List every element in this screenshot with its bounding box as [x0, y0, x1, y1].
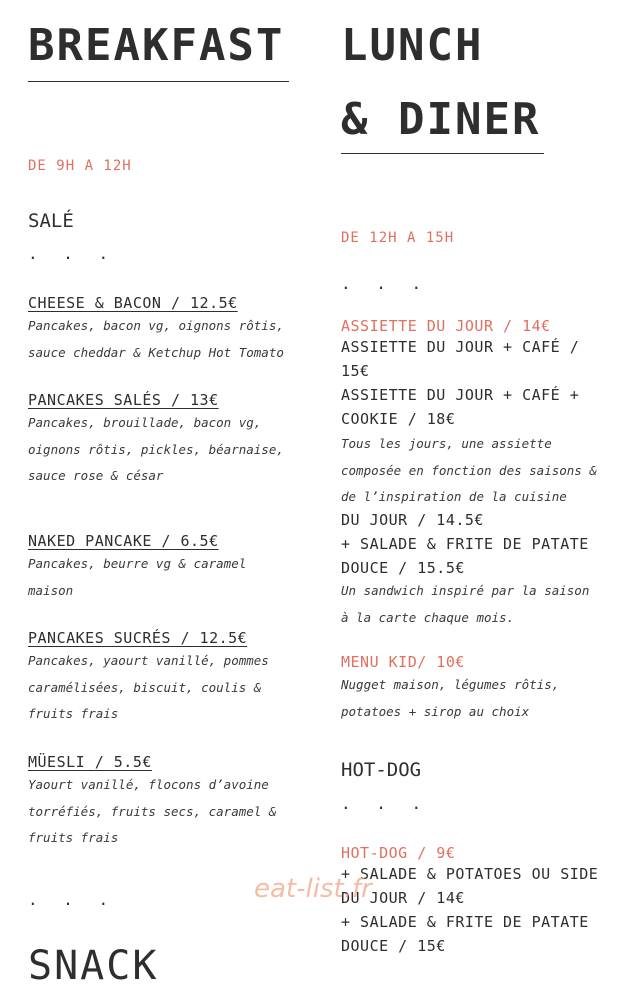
item-title: PANCAKES SUCRÉS / 12.5€	[28, 629, 248, 647]
item-title: CHEESE & BACON / 12.5€	[28, 294, 238, 312]
item-desc: Pancakes, brouillade, bacon vg, oignons rôtis, pickles, béarnaise, sauce rose & césar	[28, 415, 284, 483]
menu-item	[28, 532, 318, 604]
kid-title: MENU KID/ 10€	[341, 653, 465, 671]
lunch-dots: . . .	[341, 274, 430, 293]
item-desc: Pancakes, bacon vg, oignons rôtis, sauce cheddar & Ketchup Hot Tomato	[28, 318, 284, 360]
kid-desc: Nugget maison, légumes rôtis, potatoes + sirop au choix	[341, 677, 560, 719]
menu-kid	[341, 653, 626, 725]
hotdog-options: + SALADE & POTATOES OU SIDE DU JOUR / 14€ + SALADE & FRITE DE PATATE DOUCE / 15€	[341, 865, 599, 955]
snack-title-partial: SNACK	[28, 943, 159, 989]
item-title: NAKED PANCAKE / 6.5€	[28, 532, 219, 550]
breakfast-title-rule	[28, 81, 289, 82]
item-desc: Pancakes, beurre vg & caramel maison	[28, 556, 247, 598]
hotdog-title: HOT-DOG / 9€	[341, 844, 456, 862]
hotdog-dots: . . .	[341, 794, 430, 813]
item-title: PANCAKES SALÉS / 13€	[28, 391, 219, 409]
breakfast-hours: DE 9H A 12H	[28, 158, 132, 174]
section-hotdog: HOT-DOG	[341, 759, 422, 781]
section-dots: . . .	[28, 244, 117, 263]
section-sale: SALÉ	[28, 210, 74, 232]
lunch-title-line2: & DINER	[341, 94, 541, 145]
sandwich-desc: Un sandwich inspiré par la saison à la carte chaque mois.	[341, 583, 590, 625]
menu-item	[28, 391, 318, 490]
du-jour-options: DU JOUR / 14.5€ + SALADE & FRITE DE PATATE DOUCE / 15.5€	[341, 511, 589, 577]
menu-item	[28, 753, 318, 852]
assiette-desc: Tous les jours, une assiette composée en fonction des saisons & de l’inspiration de la cuisine	[341, 436, 597, 504]
item-desc: Pancakes, yaourt vanillé, pommes caramélisées, biscuit, coulis & fruits frais	[28, 653, 269, 721]
watermark: eat-list.fr	[254, 874, 372, 904]
breakfast-title: BREAKFAST	[28, 20, 285, 71]
item-title: MÜESLI / 5.5€	[28, 753, 152, 771]
item-desc: Yaourt vanillé, flocons d’avoine torréfiés, fruits secs, caramel & fruits frais	[28, 777, 277, 845]
menu-item	[28, 629, 318, 728]
hotdog-item	[341, 844, 626, 958]
lunch-title-line1: LUNCH	[341, 20, 484, 71]
end-dots: . . .	[28, 890, 117, 909]
menu-item	[28, 294, 318, 366]
assiette-options: ASSIETTE DU JOUR + CAFÉ / 15€ ASSIETTE DU JOUR + CAFÉ + COOKIE / 18€	[341, 338, 580, 428]
assiette-title: ASSIETTE DU JOUR / 14€	[341, 317, 551, 335]
assiette-block	[341, 317, 626, 511]
lunch-title-rule	[341, 153, 544, 154]
lunch-hours: DE 12H A 15H	[341, 230, 455, 246]
